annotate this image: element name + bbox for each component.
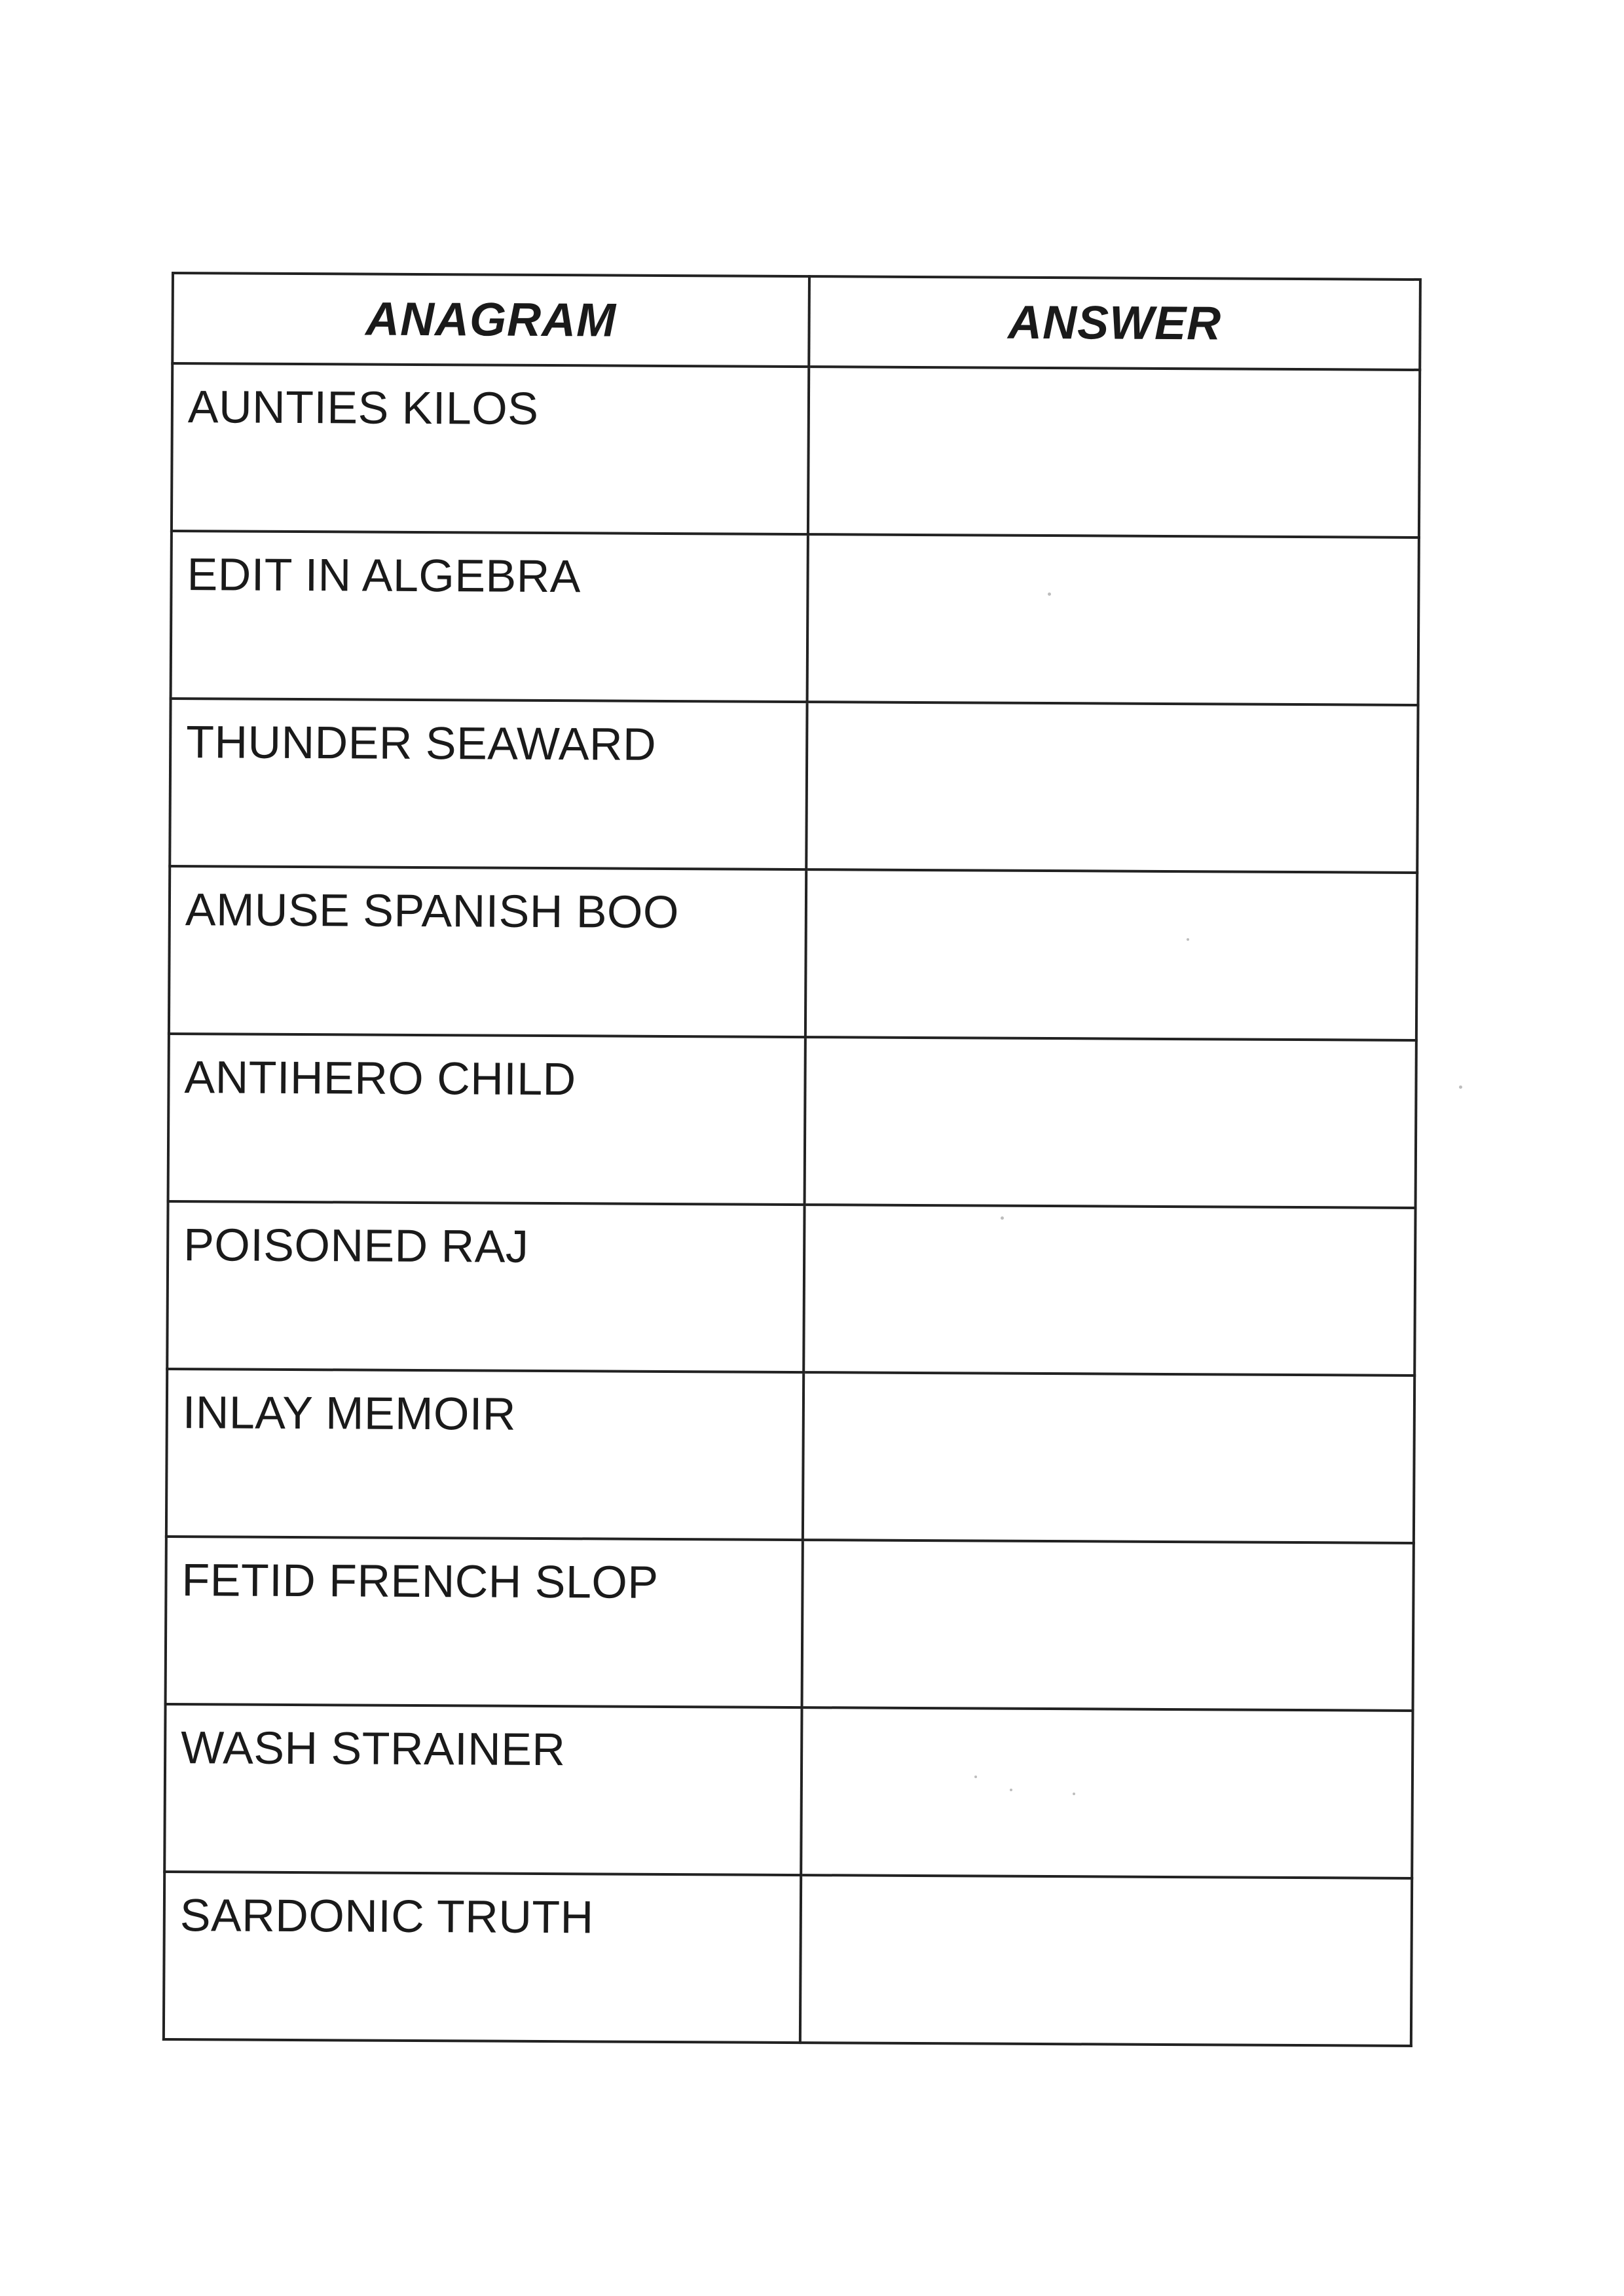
scan-speck <box>1073 1793 1075 1795</box>
answer-cell[interactable] <box>802 1540 1414 1711</box>
table-header-row <box>172 273 1420 370</box>
anagram-clue: THUNDER SEAWARD <box>170 699 807 869</box>
scan-speck <box>1459 1085 1462 1089</box>
anagram-clue: EDIT IN ALGEBRA <box>171 531 808 702</box>
anagram-clue: AUNTIES KILOS <box>172 363 809 534</box>
scan-speck <box>1048 592 1051 596</box>
anagram-clue: ANTIHERO CHILD <box>168 1034 805 1205</box>
anagram-clue: INLAY MEMOIR <box>166 1369 803 1540</box>
table-row <box>166 1369 1414 1543</box>
table-row <box>166 1537 1414 1711</box>
anagram-clue: POISONED RAJ <box>167 1201 804 1372</box>
anagram-clue: SARDONIC TRUTH <box>164 1872 801 2043</box>
scan-speck <box>974 1776 977 1778</box>
table-row <box>171 531 1419 705</box>
answer-cell[interactable] <box>801 1707 1412 1878</box>
answer-cell[interactable] <box>800 1875 1412 2046</box>
scan-speck <box>1001 1216 1004 1220</box>
anagram-table-wrapper <box>162 272 1419 2047</box>
anagram-column-header: ANAGRAM <box>172 273 809 367</box>
anagram-clue: FETID FRENCH SLOP <box>166 1537 803 1707</box>
table-row <box>164 1704 1412 1878</box>
answer-cell[interactable] <box>808 367 1420 538</box>
table-row <box>164 1872 1412 2046</box>
answer-cell[interactable] <box>806 702 1418 873</box>
answer-cell[interactable] <box>803 1372 1414 1543</box>
answer-cell[interactable] <box>807 534 1419 705</box>
anagram-table <box>162 272 1422 2047</box>
scan-speck <box>1187 938 1189 941</box>
table-row <box>172 363 1420 538</box>
anagram-clue: WASH STRAINER <box>164 1704 802 1875</box>
table-row <box>167 1201 1415 1376</box>
answer-cell[interactable] <box>803 1205 1415 1376</box>
answer-cell[interactable] <box>805 1037 1416 1208</box>
answer-column-header: ANSWER <box>809 276 1420 370</box>
table-row <box>170 699 1418 873</box>
table-row <box>168 1034 1416 1208</box>
table-row <box>169 866 1417 1040</box>
answer-cell[interactable] <box>805 869 1417 1040</box>
anagram-clue: AMUSE SPANISH BOO <box>169 866 806 1037</box>
scan-speck <box>1010 1789 1012 1791</box>
